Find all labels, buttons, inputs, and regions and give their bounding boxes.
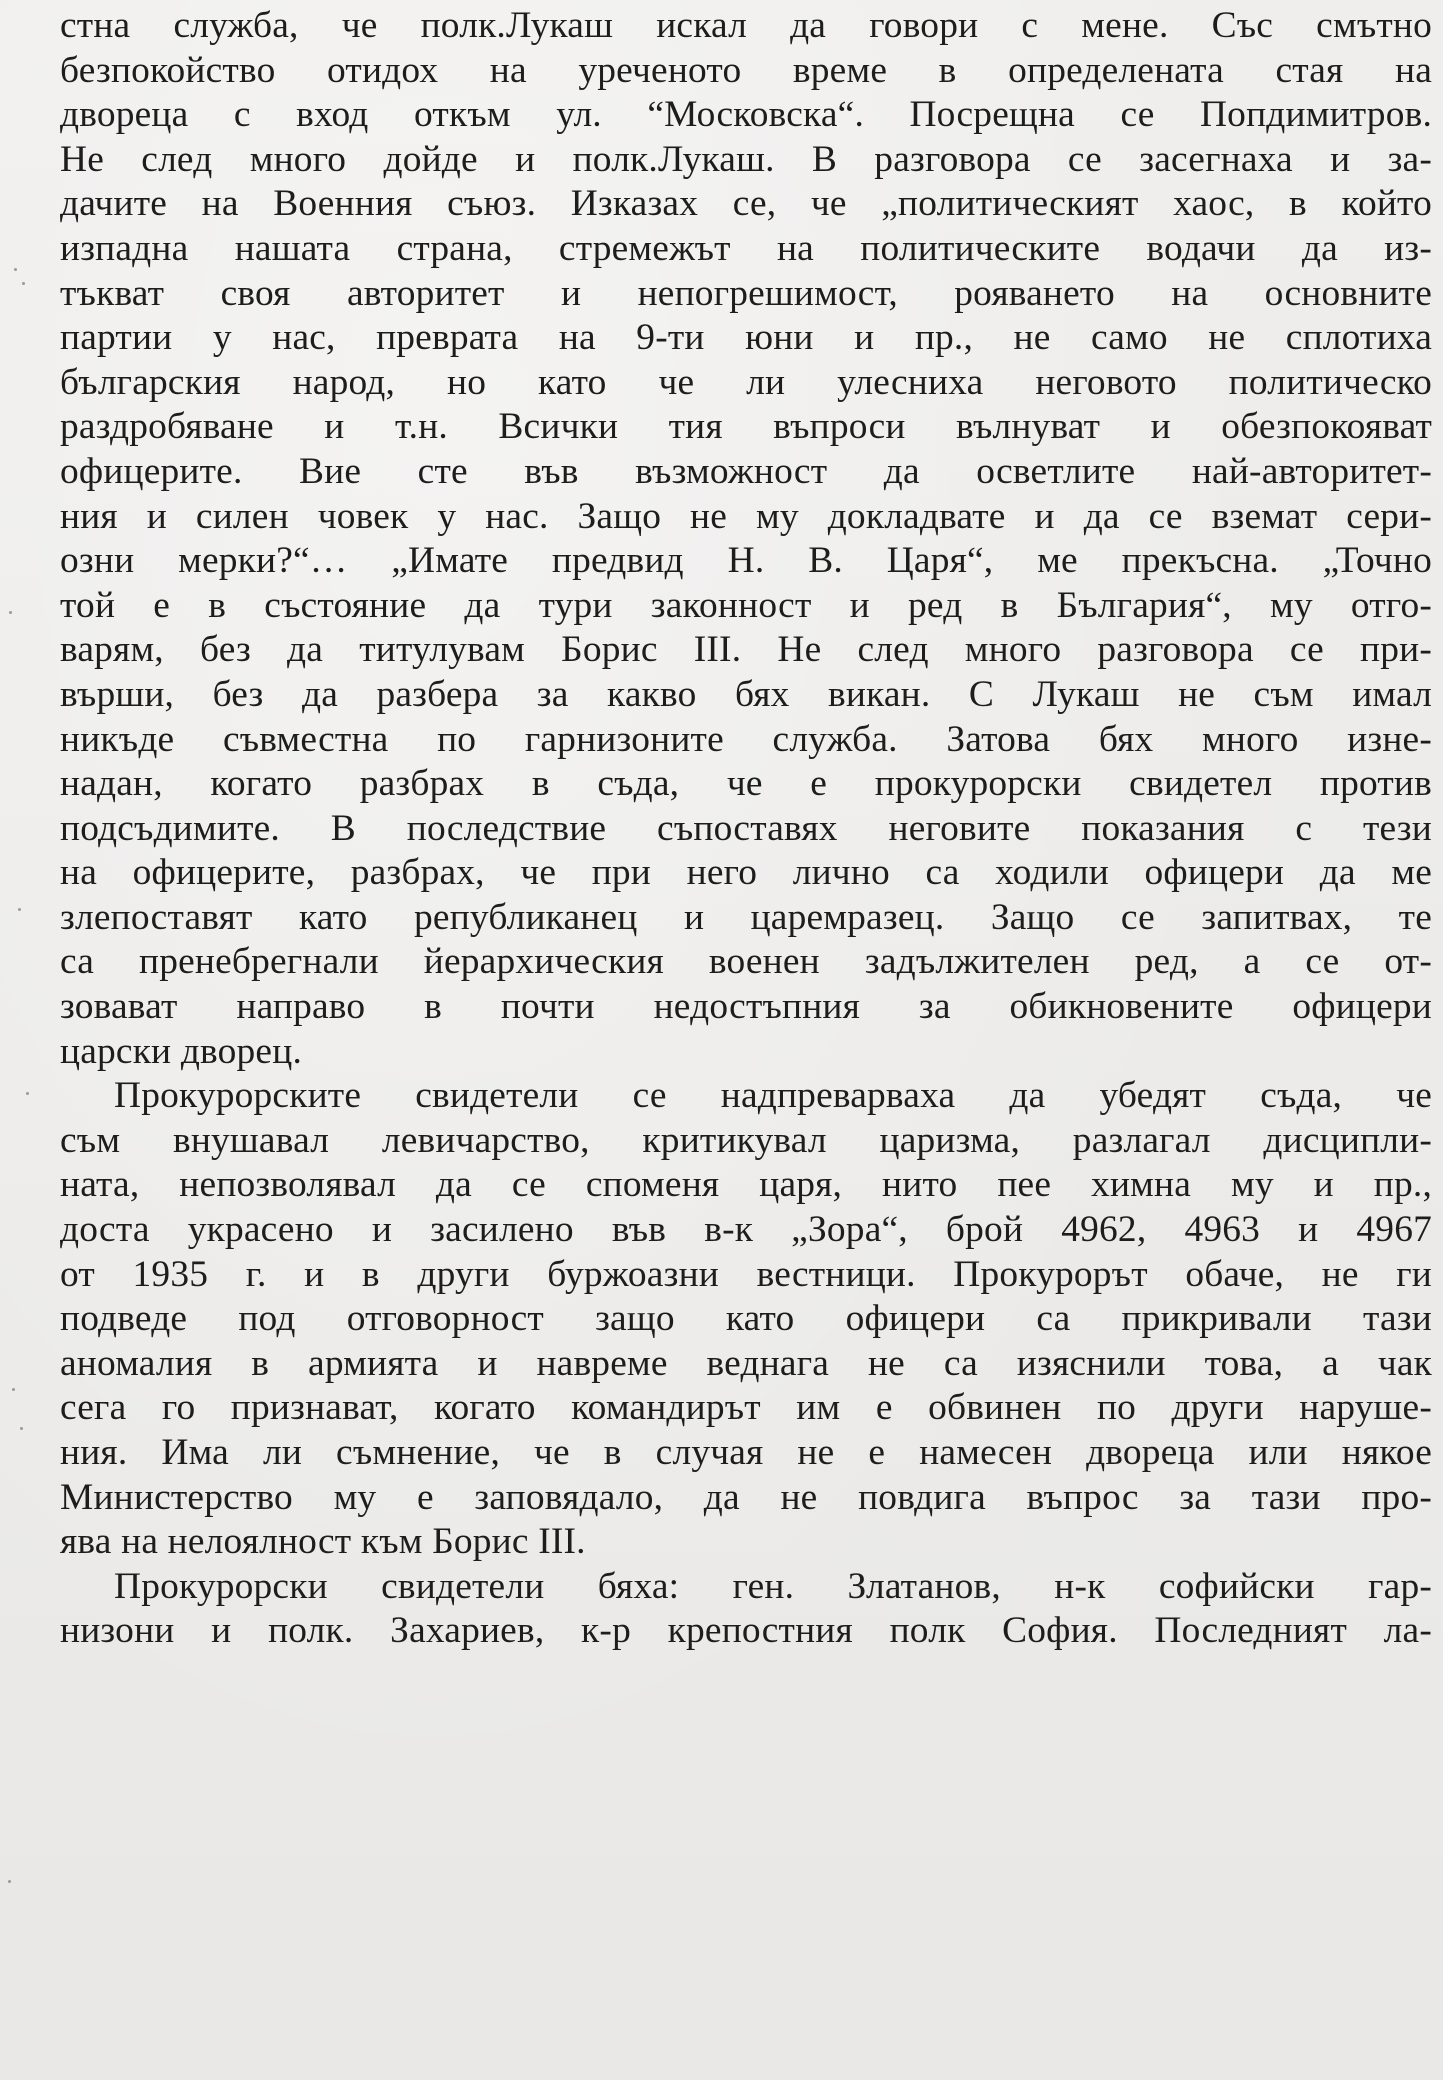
text-line: ява на нелоялност към Борис III. (60, 1521, 586, 1563)
paragraph (60, 1074, 1432, 1565)
text-line: съм внушавал левичарство, критикувал царизма, разлагал дисципли- (60, 1119, 1432, 1161)
text-line: двореца с вход откъм ул. “Московска“. Посрещна се Попдимитров. (60, 94, 1432, 136)
text-line: царски дворец. (60, 1030, 302, 1072)
text-line: тъкват своя авторитет и непогрешимост, рояването на основните (60, 272, 1432, 314)
text-line: партии у нас, преврата на 9-ти юни и пр., не само не сплотиха (60, 317, 1432, 359)
text-line: българския народ, но като че ли улесниха неговото политическо (60, 361, 1432, 403)
document-body (60, 4, 1432, 1654)
text-line: офицерите. Вие сте във възможност да осветлите най-авторитет- (60, 450, 1432, 492)
text-line: доста украсено и засилено във в-к „Зора“, брой 4962, 4963 и 4967 (60, 1209, 1432, 1251)
text-line: озни мерки?“… „Имате предвид Н. В. Царя“, ме прекъсна. „Точно (60, 540, 1432, 582)
text-line: Прокурорските свидетели се надпреварваха да убедят съда, че (114, 1075, 1432, 1117)
text-line: варям, без да титулувам Борис III. Не след много разговора се при- (60, 629, 1432, 671)
text-line: стна служба, че полк.Лукаш искал да говори с мене. Със смътно (60, 5, 1432, 46)
paragraph (60, 1565, 1432, 1654)
text-line: върши, без да разбера за какво бях викан. С Лукаш не съм имал (60, 673, 1432, 715)
text-line: са пренебрегнали йерархическия военен задължителен ред, а се от- (60, 941, 1432, 983)
text-line: ния. Има ли съмнение, че в случая не е намесен двореца или някое (60, 1432, 1432, 1473)
text-line: ния и силен човек у нас. Защо не му докладвате и да се вземат сери- (60, 495, 1432, 537)
text-line: злепоставят като републиканец и царемразец. Защо се запитвах, те (60, 896, 1432, 938)
text-line: Министерство му е заповядало, да не повдига въпрос за тази про- (60, 1476, 1432, 1518)
text-line: безпокойство отидох на уреченото време в определената стая на (60, 49, 1432, 91)
text-line: от 1935 г. и в други буржоазни вестници. Прокурорът обаче, не ги (60, 1253, 1432, 1295)
text-line: сега го признават, когато командирът им е обвинен по други наруше- (60, 1387, 1432, 1429)
text-line: никъде съвместна по гарнизоните служба. Затова бях много изне- (60, 718, 1432, 760)
text-line: Прокурорски свидетели бяха: ген. Златанов, н-к софийски гар- (114, 1565, 1432, 1607)
text-line: подведе под отговорност защо като офицери са прикривали тази (60, 1298, 1432, 1340)
text-line: изпадна нашата страна, стремежът на политическите водачи да из- (60, 227, 1432, 269)
text-line: Не след много дойде и полк.Лукаш. В разговора се засегнаха и за- (60, 138, 1432, 180)
text-line: подсъдимите. В последствие съпоставях неговите показания с тези (60, 807, 1432, 849)
text-line: ната, непозволявал да се споменя царя, нито пее химна му и пр., (60, 1164, 1432, 1206)
text-line: зовават направо в почти недостъпния за обикновените офицери (60, 986, 1432, 1028)
text-line: раздробяване и т.н. Всички тия въпроси вълнуват и обезпокояват (60, 406, 1432, 448)
paragraph (60, 4, 1432, 1074)
page-edge-noise (0, 0, 60, 2080)
text-line: низони и полк. Захариев, к-р крепостния полк София. Последният ла- (60, 1610, 1432, 1652)
text-line: той е в състояние да тури законност и ред в България“, му отго- (60, 584, 1432, 626)
text-line: на офицерите, разбрах, че при него лично са ходили офицери да ме (60, 852, 1432, 894)
text-line: аномалия в армията и навреме веднага не са изяснили това, а чак (60, 1342, 1432, 1384)
text-line: дачите на Военния съюз. Изказах се, че „политическият хаос, в който (60, 183, 1432, 225)
text-line: надан, когато разбрах в съда, че е прокурорски свидетел против (60, 763, 1432, 805)
